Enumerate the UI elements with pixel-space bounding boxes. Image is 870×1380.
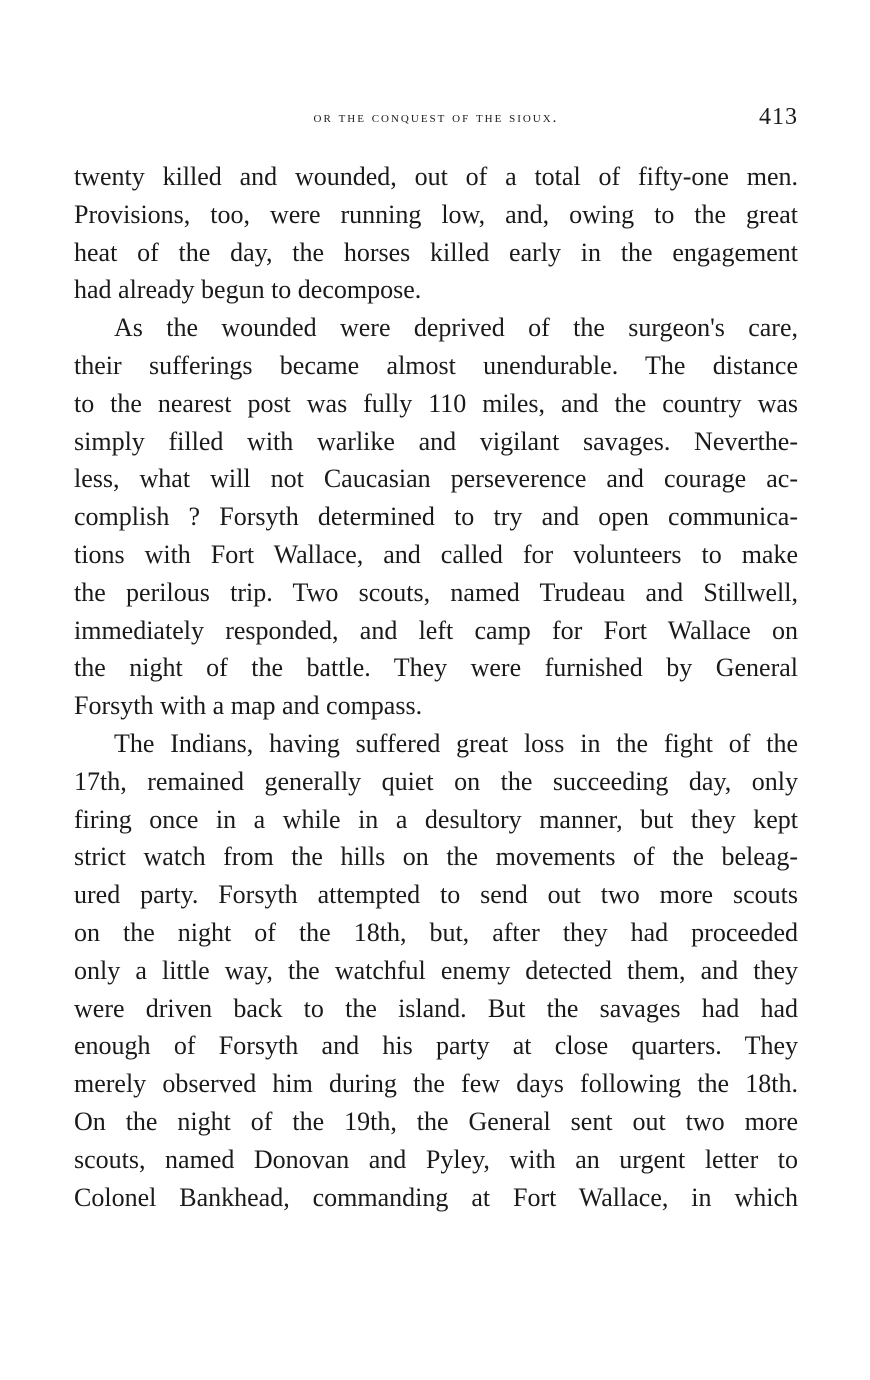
text-line: On the night of the 19th, the General sent out two more <box>74 1106 798 1136</box>
text-line: ured party. Forsyth attempted to send out two more scouts <box>74 880 798 910</box>
text-line: on the night of the 18th, but, after they had proceeded <box>74 917 798 947</box>
text-line: had already begun to decompose. <box>74 275 422 305</box>
text-line: twenty killed and wounded, out of a total of fifty-one men. <box>74 162 798 191</box>
running-head <box>74 104 798 134</box>
text-line: complish ? Forsyth determined to try and open communica- <box>74 502 798 532</box>
text-line: immediately responded, and left camp for Fort Wallace on <box>74 615 798 645</box>
text-line: only a little way, the watchful enemy detected them, and they <box>74 955 798 985</box>
text-line: 17th, remained generally quiet on the succeeding day, only <box>74 766 798 796</box>
text-line: Forsyth with a map and compass. <box>74 691 423 721</box>
text-line: scouts, named Donovan and Pyley, with an urgent letter to <box>74 1144 798 1174</box>
text-line: The Indians, having suffered great loss in the fight of the <box>114 728 798 758</box>
text-line: tions with Fort Wallace, and called for volunteers to make <box>74 539 798 569</box>
text-line: less, what will not Caucasian perseverence and courage ac- <box>74 464 798 494</box>
body-text <box>74 158 798 1216</box>
text-line: Provisions, too, were running low, and, owing to the great <box>74 199 798 229</box>
text-line: Colonel Bankhead, commanding at Fort Wallace, in which <box>74 1182 798 1212</box>
text-line: heat of the day, the horses killed early in the engagement <box>74 237 798 267</box>
text-line: strict watch from the hills on the movements of the beleag- <box>74 842 798 872</box>
paragraph-1 <box>74 158 798 309</box>
page-number: 413 <box>759 104 798 130</box>
paragraph-2 <box>74 309 798 725</box>
text-line: their sufferings became almost unendurable. The distance <box>74 350 798 380</box>
text-line: were driven back to the island. But the savages had had <box>74 993 798 1023</box>
text-line: merely observed him during the few days following the 18th. <box>74 1069 798 1099</box>
text-line: firing once in a while in a desultory manner, but they kept <box>74 804 798 834</box>
text-line: the perilous trip. Two scouts, named Trudeau and Stillwell, <box>74 577 798 607</box>
running-title: or the conquest of the sioux. <box>313 110 559 126</box>
text-line: to the nearest post was fully 110 miles, and the country was <box>74 388 798 418</box>
text-line: As the wounded were deprived of the surgeon's care, <box>114 313 798 343</box>
text-line: the night of the battle. They were furnished by General <box>74 653 798 683</box>
text-line: simply filled with warlike and vigilant savages. Neverthe- <box>74 426 798 456</box>
paragraph-3 <box>74 725 798 1216</box>
text-line: enough of Forsyth and his party at close quarters. They <box>74 1031 798 1061</box>
